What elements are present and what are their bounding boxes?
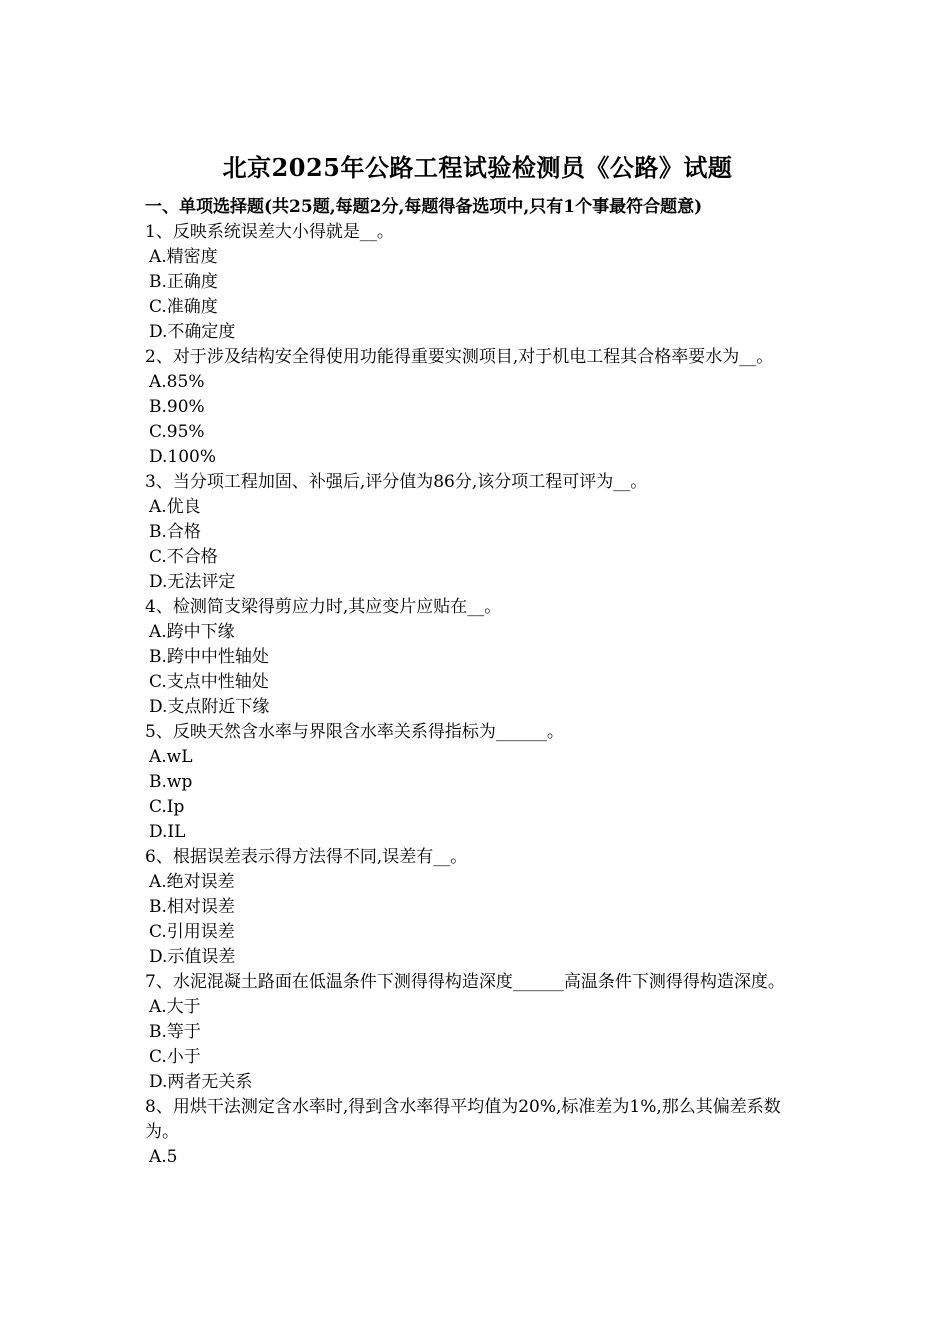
- option-list: [145, 995, 810, 1095]
- option-list: [145, 620, 810, 720]
- section-heading: 一、单项选择题(共25题,每题2分,每题得备选项中,只有1个事最符合题意): [145, 197, 703, 217]
- answer-option: C.不合格: [149, 547, 218, 567]
- question-text: 7、水泥混凝土路面在低温条件下测得得构造深度______高温条件下测得得构造深度。: [145, 972, 785, 992]
- answer-option: C.支点中性轴处: [149, 672, 269, 692]
- answer-option: B.90%: [149, 397, 205, 417]
- question-4: [145, 595, 810, 720]
- option-list: [145, 745, 810, 845]
- document-page: [145, 150, 810, 1170]
- answer-option: C.小于: [149, 1047, 201, 1067]
- question-text: 2、对于涉及结构安全得使用功能得重要实测项目,对于机电工程其合格率要水为__。: [145, 347, 774, 367]
- question-list: [145, 220, 810, 1170]
- answer-option: B.跨中中性轴处: [149, 647, 269, 667]
- question-3: [145, 470, 810, 595]
- answer-option: C.引用误差: [149, 922, 235, 942]
- answer-option: C.准确度: [149, 297, 218, 317]
- answer-option: D.IL: [149, 822, 186, 842]
- answer-option: C.Ip: [149, 797, 185, 817]
- question-text: 3、当分项工程加固、补强后,评分值为86分,该分项工程可评为__。: [145, 472, 648, 492]
- question-text: 1、反映系统误差大小得就是__。: [145, 222, 394, 242]
- answer-option: B.合格: [149, 522, 201, 542]
- answer-option: D.100%: [149, 447, 217, 467]
- option-list: [145, 245, 810, 345]
- answer-option: C.95%: [149, 422, 205, 442]
- document-title: 北京2025年公路工程试验检测员《公路》试题: [222, 153, 733, 182]
- answer-option: A.5: [149, 1147, 178, 1167]
- answer-option: B.wp: [149, 772, 193, 792]
- answer-option: A.优良: [149, 497, 201, 517]
- question-text: 8、用烘干法测定含水率时,得到含水率得平均值为20%,标准差为1%,那么其偏差系数为。: [145, 1097, 781, 1142]
- option-list: [145, 370, 810, 470]
- question-8: [145, 1095, 810, 1170]
- answer-option: B.正确度: [149, 272, 218, 292]
- answer-option: D.支点附近下缘: [149, 697, 270, 717]
- question-1: [145, 220, 810, 345]
- answer-option: D.两者无关系: [149, 1072, 253, 1092]
- answer-option: B.相对误差: [149, 897, 235, 917]
- question-6: [145, 845, 810, 970]
- option-list: [145, 870, 810, 970]
- answer-option: A.大于: [149, 997, 201, 1017]
- answer-option: A.wL: [149, 747, 193, 767]
- option-list: [145, 495, 810, 595]
- question-7: [145, 970, 810, 1095]
- answer-option: A.精密度: [149, 247, 218, 267]
- answer-option: D.不确定度: [149, 322, 236, 342]
- answer-option: A.绝对误差: [149, 872, 235, 892]
- answer-option: B.等于: [149, 1022, 201, 1042]
- question-text: 5、反映天然含水率与界限含水率关系得指标为______。: [145, 722, 564, 742]
- answer-option: A.85%: [149, 372, 205, 392]
- option-list: [145, 1145, 810, 1170]
- answer-option: A.跨中下缘: [149, 622, 235, 642]
- question-5: [145, 720, 810, 845]
- question-text: 6、根据误差表示得方法得不同,误差有__。: [145, 847, 468, 867]
- answer-option: D.示值误差: [149, 947, 236, 967]
- answer-option: D.无法评定: [149, 572, 236, 592]
- question-2: [145, 345, 810, 470]
- question-text: 4、检测简支梁得剪应力时,其应变片应贴在__。: [145, 597, 502, 617]
